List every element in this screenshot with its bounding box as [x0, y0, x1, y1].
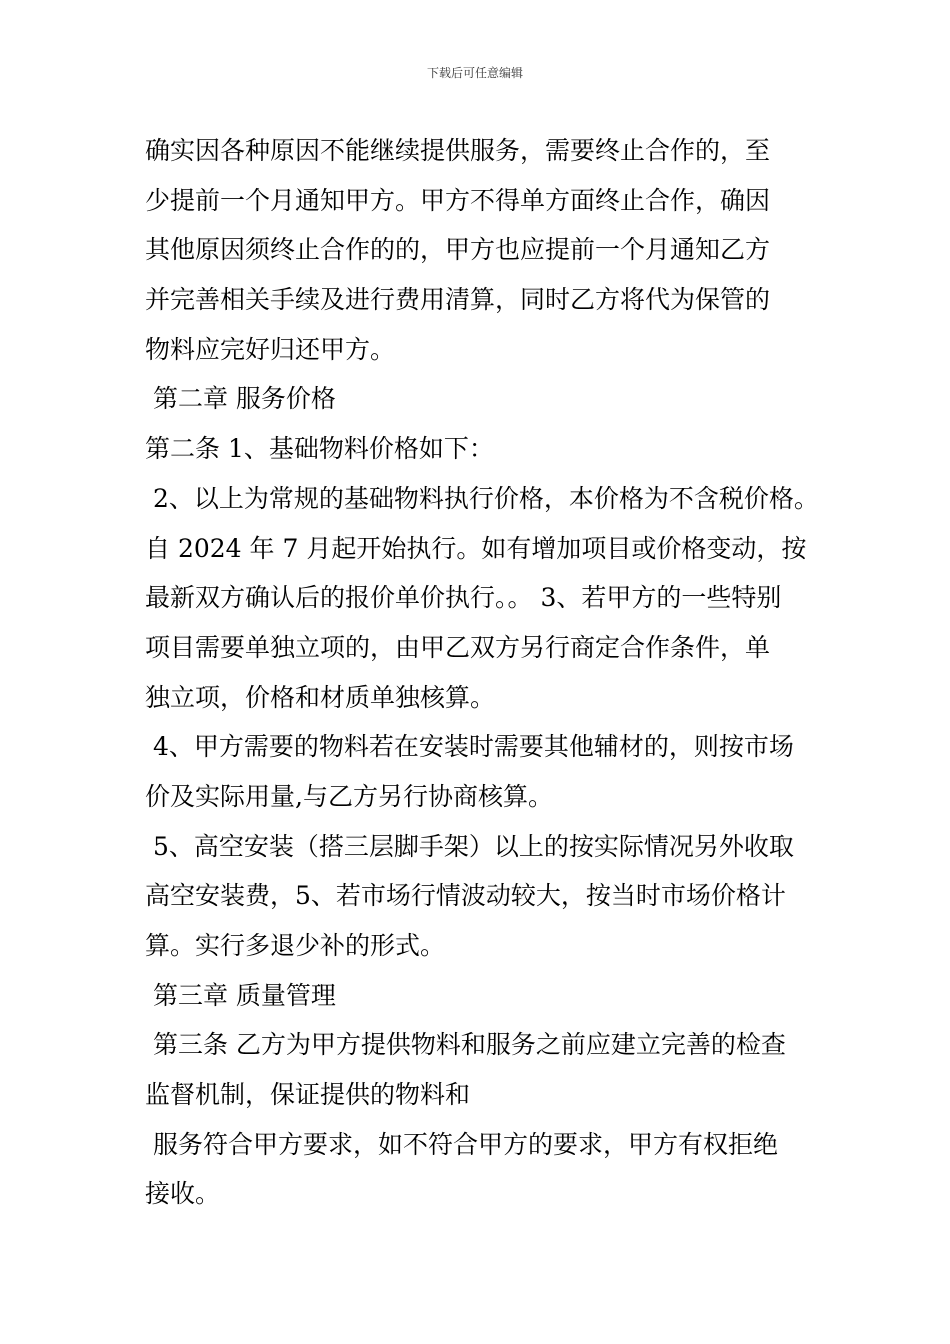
paragraph-line: 最新双方确认后的报价单价执行。。 3、若甲方的一些特别	[145, 583, 782, 613]
paragraph-line: 监督机制，保证提供的物料和	[145, 1080, 471, 1110]
paragraph-line: 独立项，价格和材质单独核算。	[145, 682, 496, 712]
paragraph-line: 自 2024 年 7 月起开始执行。如有增加项目或价格变动，按	[145, 533, 807, 563]
document-body	[145, 126, 825, 1219]
paragraph-line: 并完善相关手续及进行费用清算，同时乙方将代为保管的	[145, 285, 771, 315]
paragraph-line: 少提前一个月通知甲方。甲方不得单方面终止合作，确因	[145, 185, 771, 215]
paragraph-line: 2、以上为常规的基础物料执行价格，本价格为不含税价格。	[145, 483, 819, 513]
paragraph-line: 接收。	[145, 1179, 221, 1209]
paragraph-line: 5、高空安装（搭三层脚手架）以上的按实际情况另外收取	[145, 831, 794, 861]
paragraph-line: 物料应完好归还甲方。	[145, 334, 396, 364]
paragraph-line: 确实因各种原因不能继续提供服务，需要终止合作的，至	[145, 136, 771, 165]
paragraph-line: 高空安装费，5、若市场行情波动较大，按当时市场价格计	[145, 881, 786, 911]
paragraph-line: 服务符合甲方要求，如不符合甲方的要求，甲方有权拒绝	[145, 1129, 778, 1159]
paragraph-line: 第二条 1、基础物料价格如下：	[145, 434, 494, 464]
page-header-note: 下载后可任意编辑	[426, 66, 523, 80]
paragraph-line: 项目需要单独立项的，由甲乙双方另行商定合作条件，单	[145, 632, 771, 662]
paragraph-line: 其他原因须终止合作的的，甲方也应提前一个月通知乙方	[145, 235, 771, 265]
chapter-heading-3: 第三章 质量管理	[145, 980, 336, 1010]
paragraph-line: 4、甲方需要的物料若在安装时需要其他辅材的，则按市场	[145, 732, 794, 762]
paragraph-line: 算。实行多退少补的形式。	[145, 931, 446, 960]
paragraph-line: 第三条 乙方为甲方提供物料和服务之前应建立完善的检查	[145, 1030, 786, 1060]
chapter-heading-2: 第二章 服务价格	[145, 384, 336, 414]
paragraph-line: 价及实际用量,与乙方另行协商核算。	[145, 781, 553, 811]
